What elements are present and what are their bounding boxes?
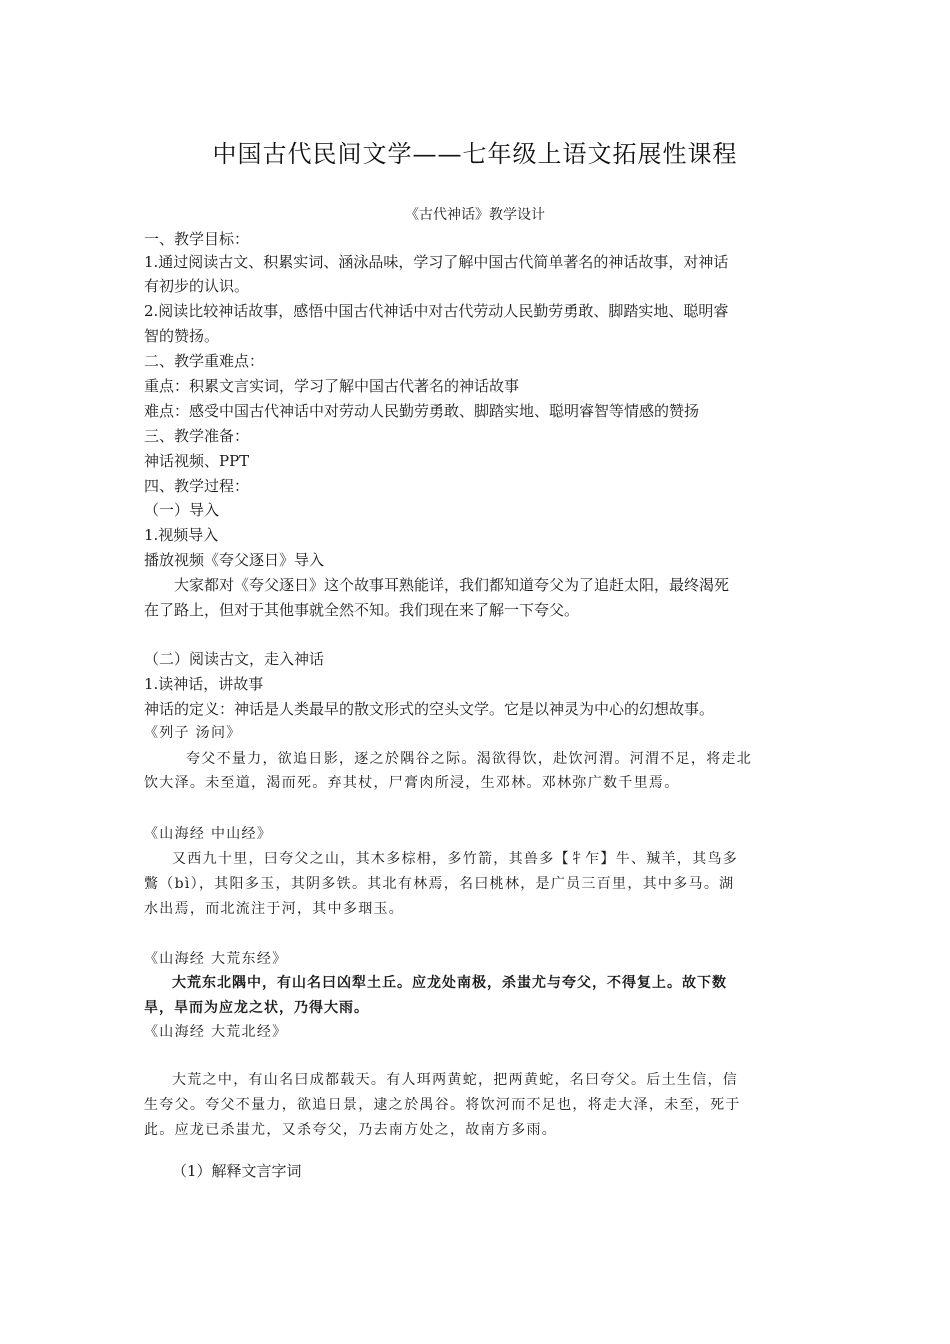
dahuang-north-text-line-2: 生夸父。夸父不量力，欲追日景，逮之於禺谷。将饮河而不足也，将走大泽，未至，死于 xyxy=(144,1097,741,1113)
subsection-introduction: （一）导入 xyxy=(144,501,220,519)
dahuang-north-text-line-3: 此。应龙已杀蚩尤，又杀夸父，乃去南方处之，故南方多雨。 xyxy=(144,1122,558,1138)
goal-1-line-2: 有初步的认识。 xyxy=(144,277,250,295)
section-heading-key-points: 二、教学重难点： xyxy=(144,352,265,370)
subsection-read-classics: （二）阅读古文，走入神话 xyxy=(144,650,325,668)
dahuang-east-text-line-2: 旱，旱而为应龙之状，乃得大雨。 xyxy=(144,1000,369,1016)
goal-2-line-2: 智的赞扬。 xyxy=(144,327,220,345)
step-video-intro: 1.视频导入 xyxy=(144,526,219,544)
difficult-point: 难点：感受中国古代神话中对劳动人民勤劳勇敢、脚踏实地、聪明睿智等情感的赞扬 xyxy=(144,402,700,420)
myth-definition: 神话的定义：神话是人类最早的散文形式的空头文学。它是以神灵为中心的幻想故事。 xyxy=(144,700,715,718)
dahuang-east-text-line-1: 大荒东北隅中，有山名曰凶犁土丘。应龙处南极，杀蚩尤与夸父，不得复上。故下数 xyxy=(172,975,727,991)
section-heading-goals: 一、教学目标： xyxy=(144,230,250,248)
document-title: 中国古代民间文学——七年级上语文拓展性课程 xyxy=(212,140,738,168)
intro-paragraph-line-1: 大家都对《夸父逐日》这个故事耳熟能详，我们都知道夸父为了追赶太阳，最终渴死 xyxy=(174,576,730,594)
intro-paragraph-line-2: 在了路上，但对于其他事就全然不知。我们现在来了解一下夸父。 xyxy=(144,601,580,619)
preparation-items: 神话视频、PPT xyxy=(144,452,250,470)
goal-2-line-1: 2.阅读比较神话故事，感悟中国古代神话中对古代劳动人民勤劳勇敢、脚踏实地、聪明睿 xyxy=(144,302,729,320)
zhongshan-text-line-2: 鷩（bì），其阳多玉，其阴多铁。其北有林焉，名曰桃林，是广员三百里，其中多马。湖 xyxy=(144,876,735,892)
source-shanhaijing-dahuang-east: 《山海经 大荒东经》 xyxy=(144,951,288,967)
source-shanhaijing-dahuang-north: 《山海经 大荒北经》 xyxy=(144,1024,288,1040)
section-heading-preparation: 三、教学准备： xyxy=(144,427,250,445)
document-subtitle: 《古代神话》教学设计 xyxy=(405,207,545,223)
zhongshan-text-line-1: 又西九十里，曰夸父之山，其木多棕枏，多竹箭，其兽多【牜乍】牛、羬羊，其鸟多 xyxy=(172,851,739,867)
video-intro-text: 播放视频《夸父逐日》导入 xyxy=(144,551,325,569)
source-shanhaijing-zhongshan: 《山海经 中山经》 xyxy=(144,826,273,842)
key-point: 重点：积累文言实词，学习了解中国古代著名的神话故事 xyxy=(144,377,520,395)
zhongshan-text-line-3: 水出焉，而北流注于河，其中多珚玉。 xyxy=(144,901,405,917)
goal-1-line-1: 1.通过阅读古文、积累实词、涵泳品味，学习了解中国古代简单著名的神话故事，对神话 xyxy=(144,253,729,271)
dahuang-north-text-line-1: 大荒之中，有山名曰成都载天。有人珥两黄蛇，把两黄蛇，名曰夸父。后土生信，信 xyxy=(172,1072,739,1088)
liezi-text-line-1: 夸父不量力，欲追日影，逐之於隅谷之际。渴欲得饮，赴饮河渭。河渭不足，将走北 xyxy=(186,751,753,767)
liezi-text-line-2: 饮大泽。未至道，渴而死。弃其杖，尸膏肉所浸，生邓林。邓林弥广数千里焉。 xyxy=(144,775,680,791)
step-explain-words: （1）解释文言字词 xyxy=(172,1162,302,1180)
section-heading-process: 四、教学过程： xyxy=(144,477,250,495)
source-liezi: 《列子 汤问》 xyxy=(144,725,242,741)
step-read-myths: 1.读神话，讲故事 xyxy=(144,675,264,693)
